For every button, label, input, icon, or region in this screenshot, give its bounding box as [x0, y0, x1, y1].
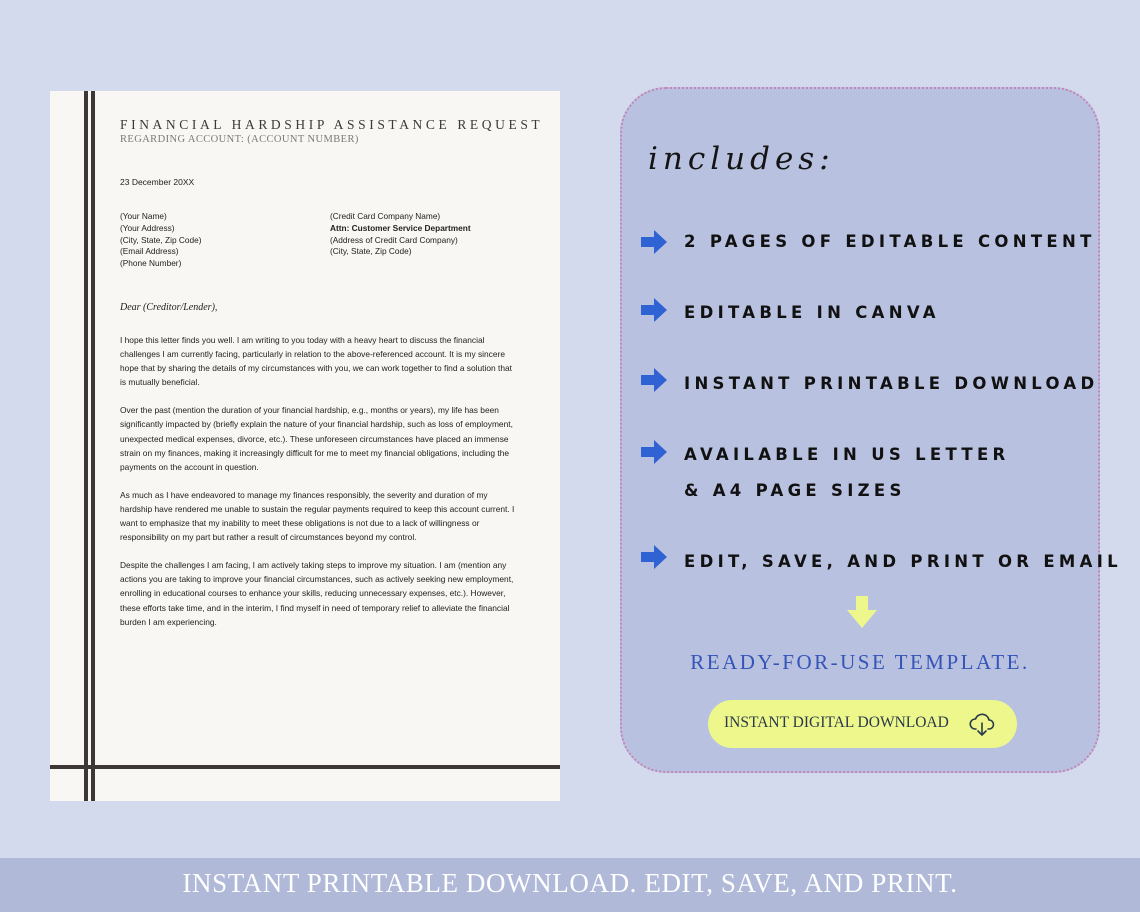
address-line: Attn: Customer Service Department: [330, 222, 471, 233]
feature-edit-save-print: EDIT, SAVE, AND PRINT OR EMAIL: [684, 552, 1122, 571]
right-arrow-icon: [640, 544, 668, 570]
letter-paragraph: Over the past (mention the duration of your financial hardship, e.g., months or years), my life has been significantly impacted by (briefly explain the nature of your financial hardship, such as loss of employment, unexpected medical expenses, divorce, etc.). These unforeseen circumstances have placed an immense strain on my finances, making it increasingly difficult for me to meet my financial obligations, including the payments on the account in question.: [120, 405, 513, 472]
address-line: (Your Address): [120, 222, 175, 233]
feature-canva: EDITABLE IN CANVA: [684, 303, 940, 322]
address-line: (Phone Number): [120, 258, 182, 269]
feature-us-letter: AVAILABLE IN US LETTER: [684, 445, 1010, 464]
address-line: (Credit Card Company Name): [330, 211, 441, 221]
letter-title: FINANCIAL HARDSHIP ASSISTANCE REQUEST: [120, 117, 544, 132]
border-line: [91, 91, 95, 801]
address-line: (City, State, Zip Code): [330, 246, 412, 257]
letter-date: 23 December 20XX: [120, 177, 195, 187]
download-button-label: INSTANT DIGITAL DOWNLOAD: [724, 714, 949, 731]
cloud-download-icon: [969, 711, 995, 737]
letter-preview: [50, 91, 560, 801]
address-line: (Your Name): [120, 211, 167, 221]
features-panel: [620, 87, 1122, 773]
address-line: (Address of Credit Card Company): [330, 234, 458, 245]
letter-body: [120, 333, 515, 643]
ready-tagline: READY-FOR-USE TEMPLATE.: [690, 650, 1030, 674]
sender-address: [120, 211, 201, 270]
border-line: [84, 91, 88, 801]
down-arrow-icon: [846, 595, 878, 629]
letter-salutation: Dear (Creditor/Lender),: [120, 302, 218, 313]
bottom-banner: [0, 858, 1140, 912]
feature-printable-download: INSTANT PRINTABLE DOWNLOAD: [684, 374, 1099, 393]
right-arrow-icon: [640, 297, 668, 323]
letter-paragraph: I hope this letter finds you well. I am writing to you today with a heavy heart to discuss the financial challenges I am currently facing, particularly in relation to the above-referenced account. It is my sincere hope that by sharing the details of my circumstances with you, we can work together to find a solution that is mutually beneficial.: [120, 335, 512, 388]
right-arrow-icon: [640, 439, 668, 465]
letter-subtitle: REGARDING ACCOUNT: (ACCOUNT NUMBER): [120, 134, 359, 145]
letter-paragraph: As much as I have endeavored to manage my finances responsibly, the severity and duration of my hardship have rendered me unable to sustain the regular payments required to keep this account current. I want to emphasize that my inability to meet these obligations is not due to a lack of willingness or responsibility on my part but rather a result of circumstances beyond my control.: [120, 489, 515, 543]
border-line: [50, 765, 560, 769]
includes-heading: includes:: [648, 141, 835, 177]
address-line: (City, State, Zip Code): [120, 234, 202, 245]
instant-download-button[interactable]: [708, 700, 1017, 748]
right-arrow-icon: [640, 367, 668, 393]
recipient-address: [330, 211, 471, 258]
letter-paragraph: Despite the challenges I am facing, I am actively taking steps to improve my situation. I am (mention any actions you are taking to improve your financial circumstances, such as actively seeking new employment, enrolling in educational courses to enhance your skills, reducing unnecessary expenses, etc.). However, these efforts take time, and in the interim, I find myself in need of temporary relief to alleviate the financial burden I am experiencing.: [120, 560, 514, 627]
address-line: (Email Address): [120, 246, 179, 257]
right-arrow-icon: [640, 229, 668, 255]
banner-text: INSTANT PRINTABLE DOWNLOAD. EDIT, SAVE, AND PRINT.: [182, 868, 958, 898]
feature-editable-content: 2 PAGES OF EDITABLE CONTENT: [684, 232, 1096, 251]
feature-a4: & A4 PAGE SIZES: [684, 481, 906, 500]
